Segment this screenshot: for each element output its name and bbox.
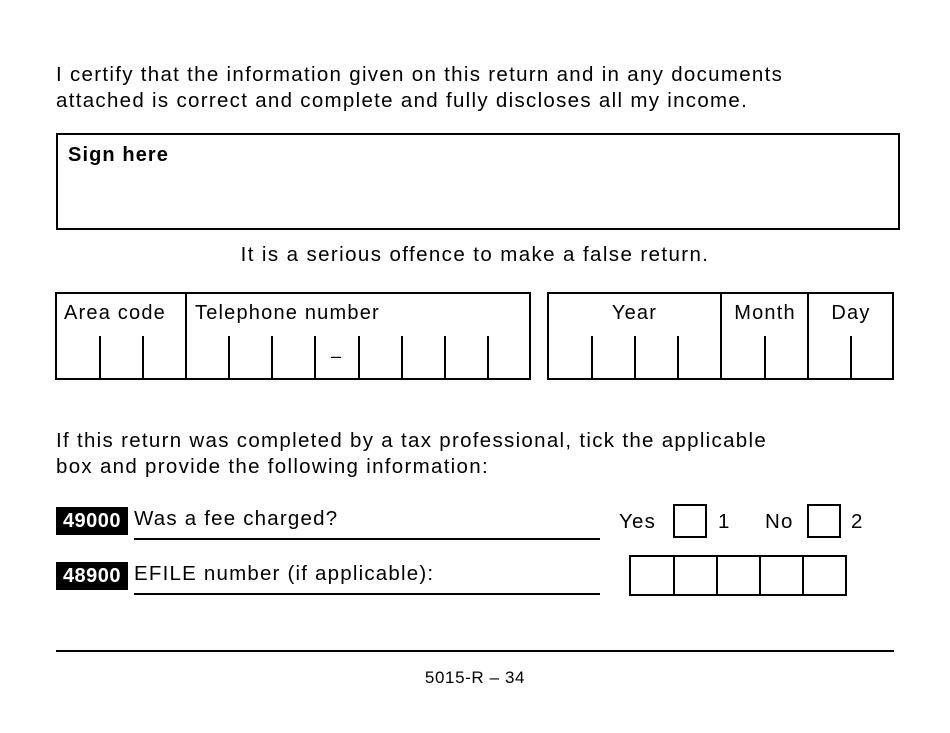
digit-divider — [759, 557, 761, 596]
telephone-number-label: Telephone number — [195, 302, 380, 324]
telephone-dash: – — [331, 346, 342, 366]
professional-line-1: If this return was completed by a tax professional, tick the applicable — [56, 429, 768, 452]
no-checkbox[interactable] — [807, 504, 841, 538]
efile-number-input[interactable] — [629, 555, 847, 596]
month-label: Month — [734, 302, 796, 324]
year-input[interactable] — [549, 336, 720, 380]
no-label: No — [765, 510, 794, 533]
yes-checkbox[interactable] — [673, 504, 707, 538]
sign-here-label: Sign here — [68, 144, 170, 166]
area-code-input[interactable] — [57, 336, 185, 380]
professional-line-2: box and provide the following information: — [56, 455, 489, 478]
no-value: 2 — [851, 510, 864, 533]
offence-warning: It is a serious offence to make a false return. — [240, 243, 710, 266]
digit-divider — [802, 557, 804, 596]
fee-question-underline — [134, 538, 600, 540]
telephone-grid — [55, 292, 531, 380]
efile-question-text: EFILE number (if applicable): — [134, 562, 435, 585]
footer-rule — [56, 650, 894, 652]
page-footer: 5015-R – 34 — [424, 668, 526, 687]
month-input[interactable] — [722, 336, 807, 380]
line-code-48900: 48900 — [56, 562, 128, 590]
certification-text — [56, 62, 783, 114]
professional-text — [56, 428, 767, 480]
line-code-49000: 49000 — [56, 507, 128, 535]
day-label: Day — [831, 302, 871, 324]
digit-divider — [716, 557, 718, 596]
yes-label: Yes — [619, 510, 657, 533]
signature-box[interactable] — [56, 133, 900, 230]
day-input[interactable] — [809, 336, 894, 380]
certification-line-2: attached is correct and complete and fully discloses all my income. — [56, 89, 749, 112]
certification-line-1: I certify that the information given on this return and in any documents — [56, 63, 784, 86]
telephone-number-input[interactable] — [187, 336, 531, 380]
year-label: Year — [611, 302, 658, 324]
area-code-label: Area code — [64, 302, 166, 324]
fee-question-text: Was a fee charged? — [134, 507, 339, 530]
date-grid — [547, 292, 894, 380]
digit-divider — [673, 557, 675, 596]
yes-value: 1 — [718, 510, 731, 533]
efile-underline — [134, 593, 600, 595]
